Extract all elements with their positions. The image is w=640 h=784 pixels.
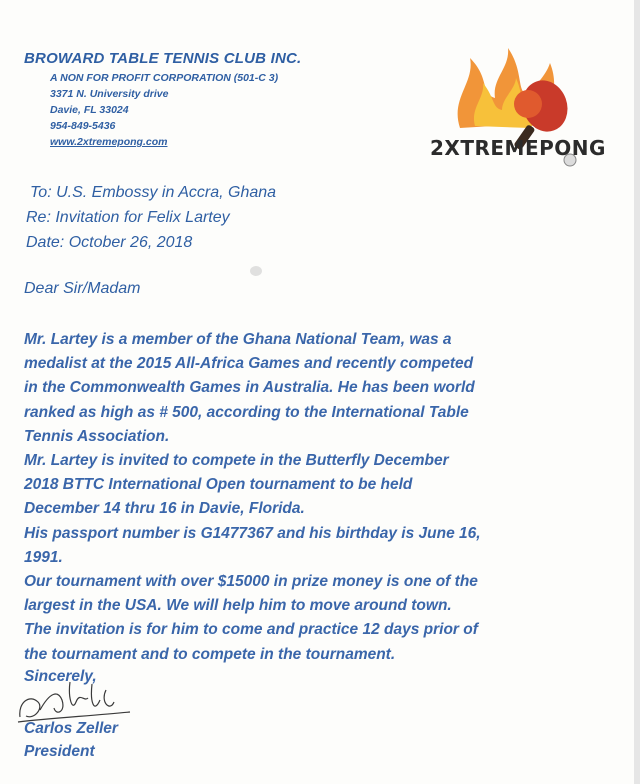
org-name: BROWARD TABLE TENNIS CLUB INC. xyxy=(24,50,302,67)
body-line: Our tournament with over $15000 in prize money is one of the xyxy=(24,573,478,591)
signer-name: Carlos Zeller xyxy=(24,720,118,737)
org-tagline: A NON FOR PROFIT CORPORATION (501-C 3) xyxy=(50,72,279,84)
org-address-line1: 3371 N. University drive xyxy=(50,88,169,100)
letter-body xyxy=(24,328,624,667)
body-line: Tennis Association. xyxy=(24,427,170,445)
org-website-link[interactable]: www.2xtremepong.com xyxy=(50,136,168,148)
body-line: Mr. Lartey is invited to compete in the Butterfly December xyxy=(24,452,449,470)
club-logo xyxy=(420,38,620,178)
body-line: His passport number is G1477367 and his birthday is June 16, xyxy=(24,524,481,542)
org-details xyxy=(50,70,301,150)
body-line: The invitation is for him to come and practice 12 days prior of xyxy=(24,621,478,639)
body-line: largest in the USA. We will help him to move around town. xyxy=(24,597,452,615)
signer-title: President xyxy=(24,743,95,760)
closing-sincerely: Sincerely, xyxy=(24,668,97,685)
body-line: 1991. xyxy=(24,548,63,566)
logo-text: 2XTREMEPONG xyxy=(430,136,606,160)
body-line: in the Commonwealth Games in Australia. He has been world xyxy=(24,379,475,397)
letterhead xyxy=(24,50,301,150)
body-line: Mr. Lartey is a member of the Ghana National Team, was a xyxy=(24,331,452,348)
body-line: 2018 BTTC International Open tournament to be held xyxy=(24,476,413,494)
page-edge-shadow xyxy=(634,0,640,784)
salutation: Dear Sir/Madam xyxy=(24,280,141,297)
org-address-line2: Davie, FL 33024 xyxy=(50,104,129,116)
subject-line: Re: Invitation for Felix Lartey xyxy=(26,209,230,226)
date-line: Date: October 26, 2018 xyxy=(26,234,193,251)
recipient-line: To: U.S. Embossy in Accra, Ghana xyxy=(30,184,277,201)
paper-smudge xyxy=(250,266,262,276)
body-line: medalist at the 2015 All-Africa Games and recently competed xyxy=(24,355,474,373)
org-phone: 954-849-5436 xyxy=(50,120,116,132)
letter-meta xyxy=(26,180,277,255)
body-line: December 14 thru 16 in Davie, Florida. xyxy=(24,500,305,518)
body-line: ranked as high as # 500, according to the International Table xyxy=(24,403,469,421)
body-line: the tournament and to compete in the tournament. xyxy=(24,645,396,663)
